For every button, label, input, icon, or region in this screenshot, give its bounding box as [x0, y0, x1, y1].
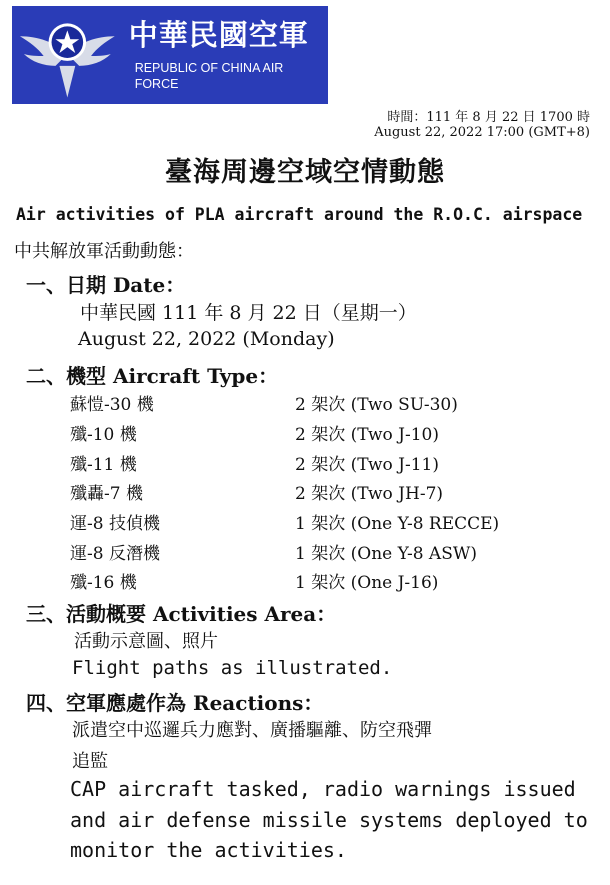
- aircraft-count: 2 架次 (Two J-11): [295, 455, 440, 475]
- reactions-en-line3: monitor the activities.: [70, 838, 347, 862]
- report-time-en: August 22, 2022 17:00 (GMT+8): [374, 125, 590, 140]
- air-force-emblem-icon: [16, 6, 119, 104]
- reactions-zh-line1: 派遣空中巡邏兵力應對、廣播驅離、防空飛彈: [72, 720, 432, 741]
- aircraft-name: 殲-16 機: [70, 573, 137, 593]
- reactions-en-line1: CAP aircraft tasked, radio warnings issued: [70, 777, 576, 801]
- activities-en: Flight paths as illustrated.: [72, 657, 393, 679]
- aircraft-count: 1 架次 (One J-16): [295, 573, 439, 593]
- activities-zh: 活動示意圖、照片: [74, 631, 218, 652]
- aircraft-heading: 二、機型 Aircraft Type：: [26, 364, 279, 388]
- reactions-en-line2: and air defense missile systems deployed to: [70, 808, 588, 832]
- aircraft-count: 2 架次 (Two SU-30): [295, 395, 458, 415]
- aircraft-name: 運-8 技偵機: [70, 514, 160, 534]
- aircraft-count: 1 架次 (One Y-8 ASW): [295, 544, 477, 564]
- banner-text: [129, 18, 328, 92]
- aircraft-count: 2 架次 (Two JH-7): [295, 484, 444, 504]
- aircraft-name: 殲轟-7 機: [70, 484, 143, 504]
- aircraft-row: [0, 509, 610, 537]
- brand-name-en: REPUBLIC OF CHINA AIR FORCE: [134, 61, 284, 91]
- aircraft-row: [0, 450, 610, 478]
- brand-name-zh: 中華民國空軍: [128, 18, 309, 52]
- page-title-en: Air activities of PLA aircraft around the R.O.C. airspace: [16, 205, 583, 224]
- aircraft-count: 1 架次 (One Y-8 RECCE): [295, 514, 500, 534]
- date-en: August 22, 2022 (Monday): [78, 328, 335, 350]
- header-banner: [12, 6, 328, 104]
- page-title-zh: 臺海周邊空域空情動態: [165, 157, 445, 188]
- aircraft-row: [0, 420, 610, 448]
- activities-heading: 三、活動概要 Activities Area：: [26, 602, 337, 626]
- aircraft-name: 殲-10 機: [70, 425, 137, 445]
- reactions-heading: 四、空軍應處作為 Reactions：: [26, 691, 324, 715]
- date-heading: 一、日期 Date：: [26, 273, 186, 297]
- aircraft-name: 運-8 反潛機: [70, 544, 160, 564]
- aircraft-row: [0, 539, 610, 567]
- intro-text: 中共解放軍活動動態：: [14, 241, 194, 262]
- aircraft-row: [0, 568, 610, 596]
- aircraft-row: [0, 479, 610, 507]
- reactions-zh-line2: 追監: [72, 751, 108, 772]
- report-time-zh: 時間：111 年 8 月 22 日 1700 時: [387, 110, 590, 125]
- aircraft-count: 2 架次 (Two J-10): [295, 425, 440, 445]
- date-zh: 中華民國 111 年 8 月 22 日（星期一）: [80, 302, 417, 324]
- aircraft-name: 蘇愷-30 機: [70, 395, 154, 415]
- aircraft-name: 殲-11 機: [70, 455, 137, 475]
- aircraft-row: [0, 390, 610, 418]
